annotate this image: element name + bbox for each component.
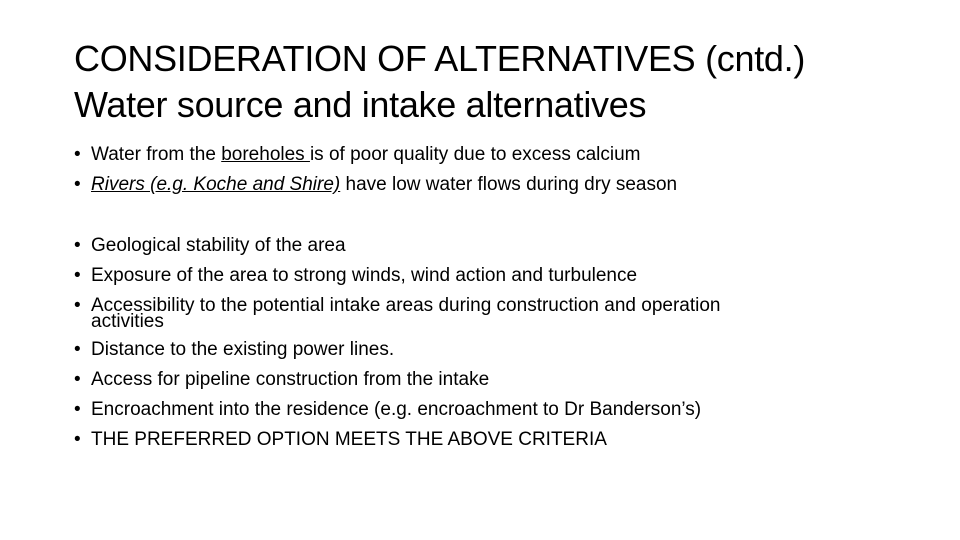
title-line-1: CONSIDERATION OF ALTERNATIVES (cntd.) <box>74 38 806 79</box>
list-item-text-continuation: activities <box>91 311 164 332</box>
list-item-text-pre: Water from the <box>91 144 222 165</box>
rivers-link: Rivers (e.g. Koche and Shire) <box>91 174 341 195</box>
bullet-icon: • <box>74 295 81 316</box>
list-item <box>74 335 894 365</box>
list-item <box>74 291 851 335</box>
list-item-text: Encroachment into the residence (e.g. encroachment to Dr Banderson’s) <box>91 399 702 420</box>
slide-title <box>74 36 934 128</box>
list-item-text: Exposure of the area to strong winds, wind action and turbulence <box>91 265 638 286</box>
list-item <box>74 261 894 291</box>
bullet-icon: • <box>74 174 81 195</box>
bullet-icon: • <box>74 144 81 165</box>
bullet-icon: • <box>74 339 81 360</box>
boreholes-link: boreholes <box>221 144 310 165</box>
list-item <box>74 231 894 261</box>
list-item <box>74 170 894 200</box>
list-item <box>74 395 894 425</box>
bullet-icon: • <box>74 399 81 420</box>
list-item <box>74 425 894 455</box>
list-item-text: Geological stability of the area <box>91 235 346 256</box>
list-item-text: Accessibility to the potential intake areas during construction and operation <box>91 295 721 316</box>
list-item-text-post: is of poor quality due to excess calcium <box>309 144 641 165</box>
bullet-icon: • <box>74 265 81 286</box>
list-item-text: Distance to the existing power lines. <box>91 339 395 360</box>
list-item-text-post: have low water flows during dry season <box>340 174 678 195</box>
list-item-text: Access for pipeline construction from the intake <box>91 369 490 390</box>
water-source-list <box>74 140 894 200</box>
list-item <box>74 365 894 395</box>
list-item-text: THE PREFERRED OPTION MEETS THE ABOVE CRITERIA <box>91 429 607 450</box>
criteria-list <box>74 231 894 455</box>
bullet-icon: • <box>74 429 81 450</box>
list-item <box>74 140 894 170</box>
bullet-icon: • <box>74 369 81 390</box>
title-line-2: Water source and intake alternatives <box>74 84 647 125</box>
bullet-icon: • <box>74 235 81 256</box>
